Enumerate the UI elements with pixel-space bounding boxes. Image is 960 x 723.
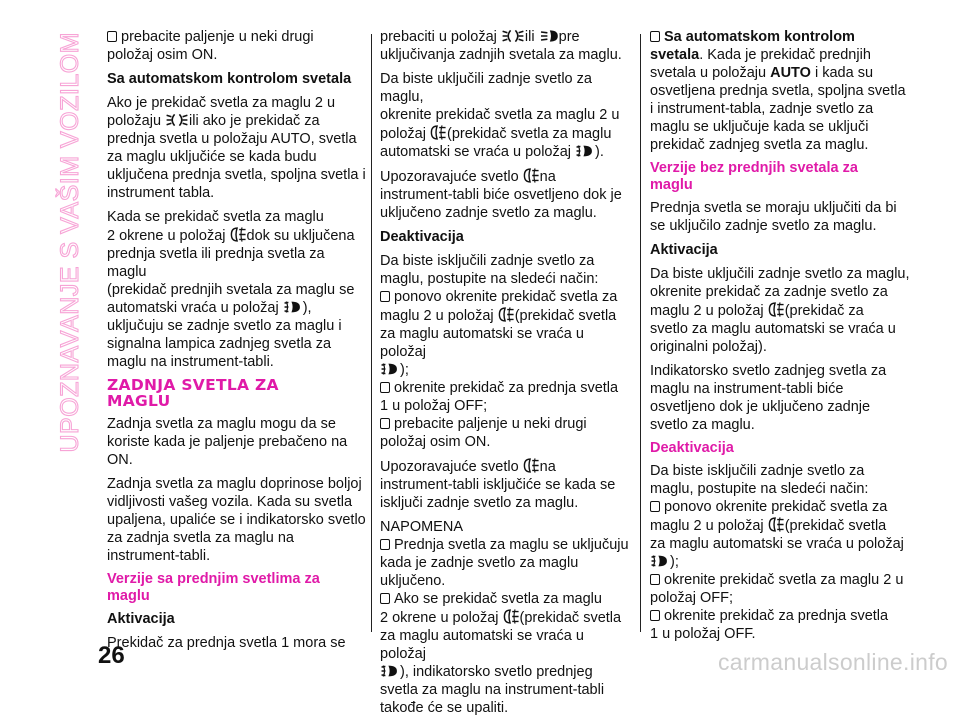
paragraph: Kada se prekidač svetla za maglu 2 okrene u položaj dok su uključena prednja svetla ili prednja svetla za maglu (prekidač prednjih svetala za maglu se automatski vraća u položaj ), uključuju se zadnje svetlo za maglu i signalna lampica zadnjeg svetla za maglu na instrument-tabli. [107,209,355,370]
front-fog-lamp-icon [380,663,400,679]
heading-activation: Aktivacija [107,611,175,627]
rear-fog-lamp-icon [768,301,785,318]
rear-fog-lamp-icon [503,608,520,625]
bullet-icon [650,31,660,42]
bullet-icon [380,418,390,429]
rear-fog-lamp-icon [498,306,515,323]
paragraph: Zadnja svetla za maglu doprinose boljoj vidljivosti vašeg vozila. Kada su svetla upaljena, upaliće se i indikatorsko svetlo za zadnja svetla za maglu na instrument-tabli. [107,476,366,564]
heading-versions-without-front-fog: Verzije bez prednjih svetala za maglu [650,160,858,193]
paragraph: Indikatorsko svetlo zadnjeg svetla za maglu na instrument-tabli biće osvetljeno dok je uključeno zadnje svetlo za maglu. [650,363,887,433]
heading-auto-control: Sa automatskom kontrolom svetala [107,71,352,87]
rear-fog-lamp-icon [230,226,247,243]
front-fog-lamp-icon [575,143,595,159]
note-label: NAPOMENA [380,519,463,535]
rear-fog-lamp-icon [430,124,447,141]
rear-fog-lamp-icon [523,457,540,474]
column-divider-2 [640,34,641,632]
bullet-icon [380,291,390,302]
column-1 [107,28,367,658]
paragraph: Prekidač za prednja svetla 1 mora se [107,635,346,651]
low-beam-icon [539,28,559,44]
bullet-icon [650,501,660,512]
rear-fog-lamp-icon [768,516,785,533]
front-fog-lamp-icon [283,299,303,315]
column-2 [380,28,630,723]
front-fog-lamp-icon [650,553,670,569]
heading-rear-fog-lights: ZADNJA SVETLA ZA MAGLU [107,376,279,410]
column-divider-1 [371,34,372,632]
position-lights-icon [165,112,189,128]
paragraph: Ako je prekidač svetla za maglu 2 u položaju ili ako je prekidač za prednja svetla u položaju AUTO, svetla za maglu uključiće se kada budu uključena prednja svetla, spoljna svetla i instrument tabla. [107,95,366,201]
paragraph: Upozoravajuće svetlo na instrument-tabli biće osvetljeno dok je uključeno zadnje svetlo za maglu. [380,169,622,221]
watermark: carmanualsonline.info [717,649,948,675]
section-side-title-text: UPOZNAVANJE S VAŠIM VOZILOM [55,32,84,453]
bullet-icon [380,539,390,550]
front-fog-lamp-icon [380,361,400,377]
bullet-icon [107,31,117,42]
position-lights-icon [501,28,525,44]
rear-fog-lamp-icon [523,167,540,184]
page-number: 26 [98,642,125,669]
paragraph: Zadnja svetla za maglu mogu da se koriste kada je paljenje prebačeno na ON. [107,416,348,468]
column-3 [650,28,912,649]
paragraph: Da biste uključili zadnje svetlo za maglu, okrenite prekidač svetla za maglu 2 u položaj (prekidač svetla za maglu automatski se vraća u položaj ). [380,71,620,160]
heading-versions-with-front-fog: Verzije sa prednjim svetlima za maglu [107,571,320,604]
paragraph: Da biste isključili zadnje svetlo za maglu, postupite na sledeći način: ponovo okrenite prekidač svetla za maglu 2 u položaj (prekidač svetla za maglu automatski se vraća u položaj ); okrenite prekidač svetla za maglu 2 u položaj OFF; okrenite prekidač za prednja svetla 1 u položaj OFF. [650,463,904,642]
bullet-icon [380,382,390,393]
heading-activation: Aktivacija [650,242,718,258]
paragraph: Upozoravajuće svetlo na instrument-tabli isključiće se kada se isključi zadnje svetlo za maglu. [380,459,616,511]
bullet-item: prebacite paljenje u neki drugi položaj osim ON. [107,29,314,63]
paragraph: Da biste isključili zadnje svetlo za maglu, postupite na sledeći način: ponovo okrenite prekidač svetla za maglu 2 u položaj (prekidač svetla za maglu automatski se vraća u položaj ); okrenite prekidač za prednja svetla 1 u položaj OFF; prebacite paljenje u neki drugi položaj osim ON. [380,253,619,450]
paragraph: Sa automatskom kontrolom svetala. Kada je prekidač prednjih svetala u položaju AUTO i kada su osvetljena prednja svetla, spoljna svetla i instrument-tabla, zadnje svetlo za maglu se uključuje kada se uključi prekidač zadnjeg svetla za maglu. [650,29,906,153]
bullet-icon [650,610,660,621]
section-side-title [50,32,90,602]
note-block: NAPOMENA Prednja svetla za maglu se uključuju kada je zadnje svetlo za maglu uključeno. Ako se prekidač svetla za maglu 2 okrene u položaj (prekidač svetla za maglu automatski se vraća u položaj ), indikatorsko svetlo prednjeg svetla za maglu na instrument-tabli takođe će se upaliti. [380,519,629,716]
bullet-icon [650,574,660,585]
paragraph: prebaciti u položaj ili pre uključivanja zadnjih svetala za maglu. [380,29,622,63]
heading-deactivation: Deaktivacija [380,229,464,245]
bullet-icon [380,593,390,604]
heading-deactivation: Deaktivacija [650,440,734,456]
paragraph: Da biste uključili zadnje svetlo za maglu, okrenite prekidač za zadnje svetlo za maglu 2 u položaj (prekidač za svetlo za maglu automatski se vraća u originalni položaj). [650,266,910,355]
paragraph: Prednja svetla se moraju uključiti da bi se uključilo zadnje svetlo za maglu. [650,200,897,234]
